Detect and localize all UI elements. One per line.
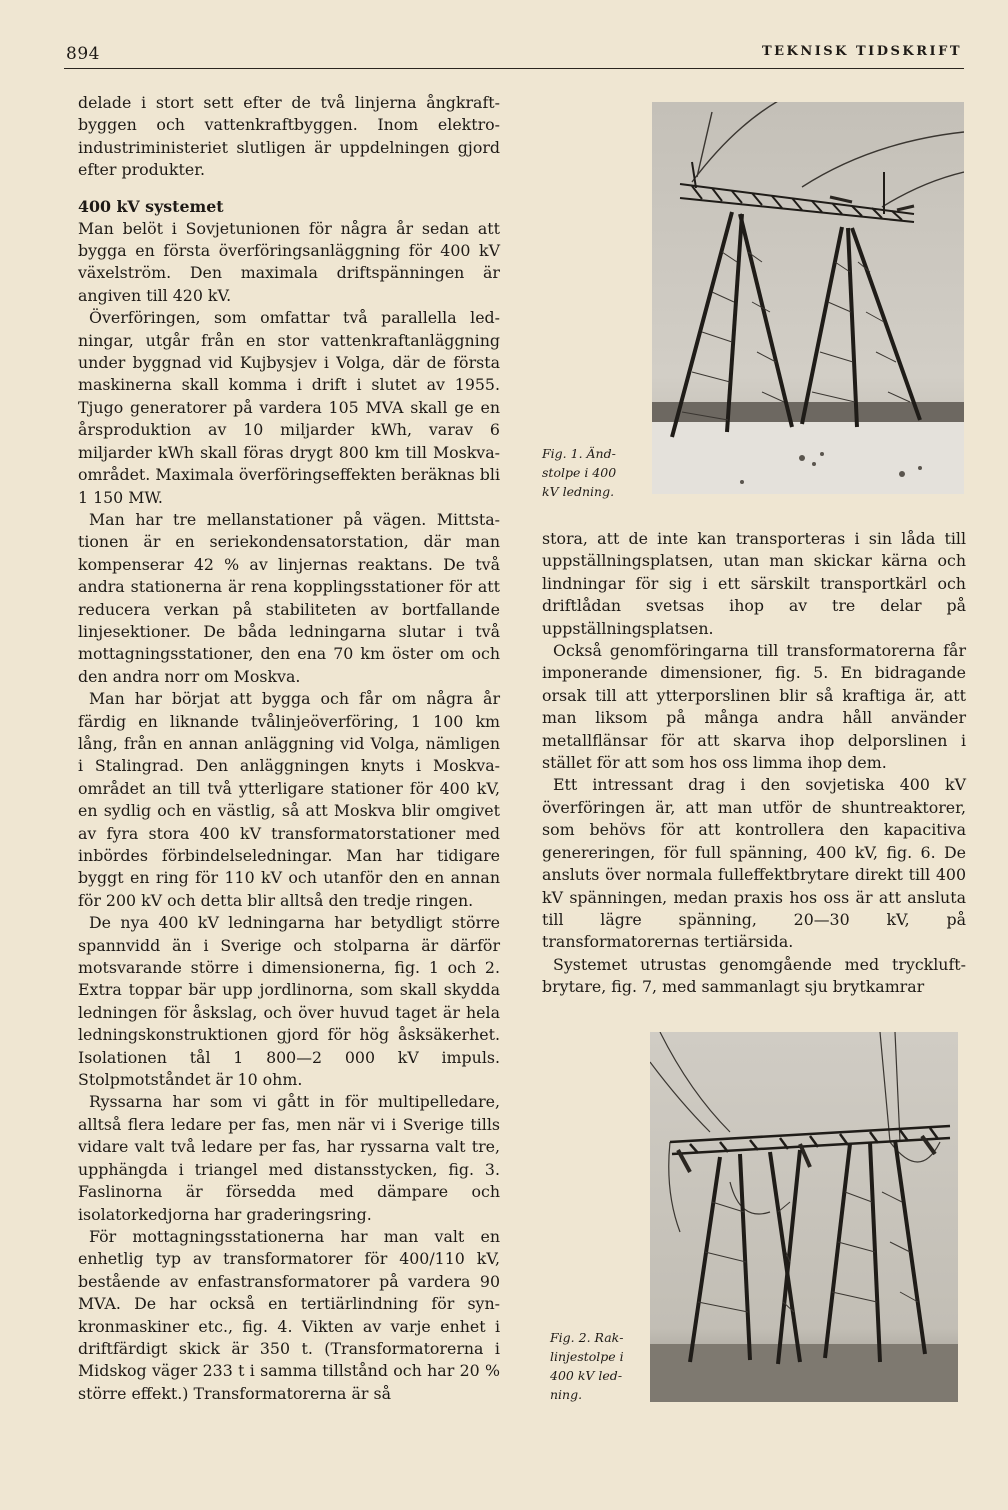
paragraph-intro: delade i stort sett efter de två linjerna ångkraftbyggen och vattenkraftbyggen. Inom elektroindustriministeriet slutligen är uppdelningen gjord efter produkter. (78, 93, 500, 180)
figure-1-caption: Fig. 1. Ändstolpe i 400 kV ledning. (542, 446, 617, 499)
end-tower-illustration (652, 102, 964, 494)
paragraph: Man har börjat att bygga och får om några år färdig en liknande tvålinjeöverföring, 1 100 km lång, från en annan anläggning vid Volga, nämligen i Stalingrad. Den anläggningen knyts i Moskva-området an till två ytterligare stationer för 400 kV, en sydlig och en västlig, så att Moskva blir omgivet av fyra stora 400 kV transformatorstationer med inbördes förbindelseledningar. Man har tidigare byggt en ring för 110 kV och utanför den en annan för 200 kV och detta blir alltså den tredje ringen. (78, 689, 500, 910)
paragraph: Också genomföringarna till transformatorerna får imponerande dimensioner, fig. 5. En bidragande orsak till att ytterporslinen blir så kraftiga är, att man liksom på många andra håll använder metallflänsar för att skarva ihop delporslinen i stället för att som hos oss limma ihop dem. (542, 641, 966, 773)
paragraph: Man har tre mellanstationer på vägen. Mittstationen är en seriekondensatorstation, där man kompenserar 42 % av linjernas reaktans. De två andra stationerna är rena kopplingsstationer för att reducera verkan på stabiliteten av bortfallande linjesektioner. De båda ledningarna slutar i två mottagningsstationer, den ena 70 km öster om och den andra norr om Moskva. (78, 509, 500, 686)
paragraph: Ett intressant drag i den sovjetiska 400 kV överföringen är, att man utför de shuntreaktorer, som behövs för att kontrollera den kapacitiva genereringen, för full spänning, 400 kV, fig. 6. De ansluts över normala fulleffektbrytare direkt till 400 kV spänningen, medan praxis hos oss är att ansluta till lägre spänning, 20—30 kV, på transformatorernas tertiärsida. (542, 775, 966, 952)
right-column (542, 528, 966, 999)
straight-line-tower-illustration (650, 1032, 958, 1402)
paragraph: Ryssarna har som vi gått in för multipelledare, alltså flera ledare per fas, men när vi i Sverige tills vidare valt två ledare per fas, har ryssarna valt tre, upphängda i triangel med distansstycken, fig. 3. Faslinorna är försedda med dämpare och isolatorkedjorna har graderingsring. (78, 1092, 500, 1224)
paragraph: stora, att de inte kan transporteras i sin låda till uppställningsplatsen, utan man skickar kärna och lindningar för sig i ett särskilt transportkärl och driftlådan svetsas ihop av tre delar på uppställningsplatsen. (542, 529, 966, 638)
page-number: 894 (66, 44, 100, 64)
figure-2-caption: Fig. 2. Raklinjestolpe i 400 kV ledning. (550, 1330, 624, 1402)
paragraph: För mottagningsstationerna har man valt en enhetlig typ av transformatorer för 400/110 kV, bestående av enfastransformatorer på vardera 90 MVA. De har också en tertiärlindning för synkronmaskiner etc., fig. 4. Vikten av varje enhet i driftfärdigt skick är 350 t. (Transformatorerna i Midskog väger 233 t i samma tillstånd och har 20 % större effekt.) Transformatorerna är så (78, 1226, 500, 1403)
figure-1-photo (652, 102, 964, 494)
figure-2-photo (650, 1032, 958, 1402)
section-heading: 400 kV systemet (78, 196, 224, 216)
paragraph: Systemet utrustas genomgående med tryckluftbrytare, fig. 7, med sammanlagt sju brytkamrar (542, 954, 966, 997)
running-title: TEKNISK TIDSKRIFT (761, 44, 962, 59)
header-rule (64, 68, 964, 69)
paragraph: Överföringen, som omfattar två parallella ledningar, utgår från en stor vattenkraftanläggning under byggnad vid Kujbysjev i Volga, där de första maskinerna skall komma i drift i slutet av 1955. Tjugo generatorer på vardera 105 MVA skall ge en årsproduktion av 10 miljarder kWh, varav 6 miljarder kWh skall föras drygt 800 km till Moskva-området. Maximala överföringseffekten beräknas bli 1 150 MW. (78, 308, 500, 507)
paragraph: De nya 400 kV ledningarna har betydligt större spannvidd än i Sverige och stolparna är därför motsvarande större i dimensionerna, fig. 1 och 2. Extra toppar bär upp jordlinorna, som skall skydda ledningen för åskslag, och över huvud taget är hela ledningskonstruktionen gjord för hög åsksäkerhet. Isolationen tål 1 800—2 000 kV impuls. Stolpmotståndet är 10 ohm. (78, 913, 500, 1090)
paragraph: Man belöt i Sovjetunionen för några år sedan att bygga en första överföringsanläggning för 400 kV växelström. Den maximala driftspänningen är angiven till 420 kV. (78, 218, 500, 305)
left-column (78, 92, 500, 1405)
